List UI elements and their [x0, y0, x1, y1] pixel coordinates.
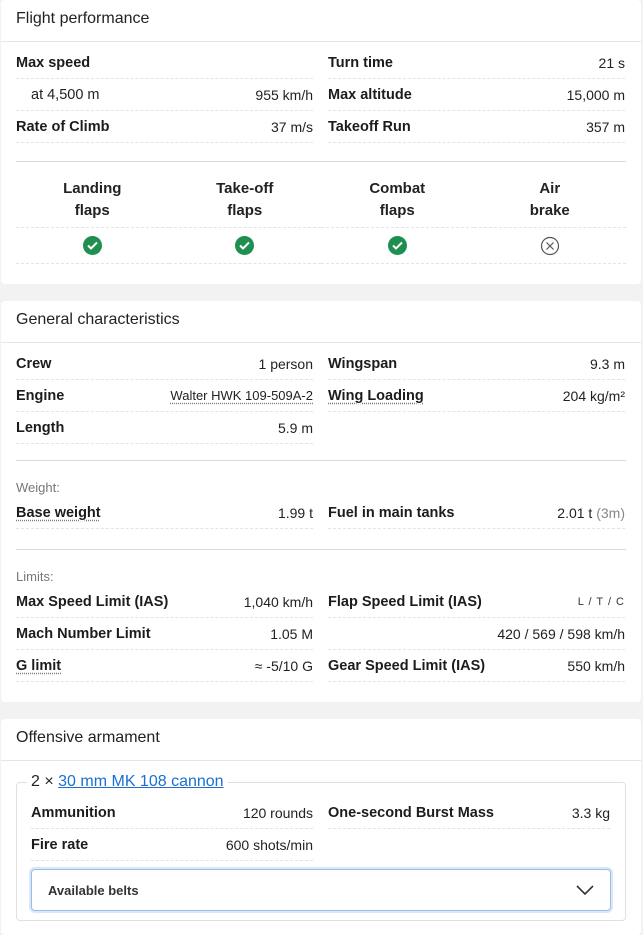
stat-value: 357 m: [586, 118, 625, 135]
stat-row: [16, 79, 313, 111]
weapon-group: [16, 773, 626, 921]
stat-row: [328, 797, 610, 829]
general-right-column: [328, 348, 625, 444]
flight-right-column: [328, 47, 625, 143]
flap-takeoff: [169, 162, 322, 264]
flight-performance-card: [1, 0, 641, 284]
stat-row: [328, 111, 625, 143]
stat-value: 1,040 km/h: [243, 593, 313, 610]
flap-speed-value: 420 / 569 / 598 km/h: [497, 625, 625, 642]
stat-label: Fuel in main tanks: [328, 504, 455, 521]
available-belts-dropdown[interactable]: [31, 869, 611, 911]
stat-label: at 4,500 m: [31, 86, 100, 103]
stat-row: [16, 47, 313, 79]
card-title: Flight performance: [1, 0, 641, 42]
stat-row: [16, 497, 313, 529]
stat-row: [16, 348, 313, 380]
dropdown-label: Available belts: [48, 882, 139, 898]
chevron-down-icon: [576, 885, 594, 895]
limits-group-label: Limits:: [16, 568, 54, 584]
stat-row: [31, 829, 313, 861]
flap-label-line1: Take-off: [216, 180, 274, 197]
fuel-extra: (3m): [596, 504, 625, 521]
general-left-column: [16, 348, 313, 444]
flight-left-column: [16, 47, 313, 143]
stat-row: [16, 586, 313, 618]
card-title: General characteristics: [1, 301, 641, 343]
flap-label-line2: flaps: [227, 202, 263, 219]
stat-value: 550 km/h: [567, 657, 625, 674]
stat-row: [328, 348, 625, 380]
stat-label: Ammunition: [31, 804, 116, 821]
x-circle-icon: [540, 236, 560, 256]
divider: [16, 549, 626, 550]
stat-value: 3.3 kg: [571, 804, 610, 821]
stat-label: Turn time: [328, 54, 393, 71]
stat-row: [328, 380, 625, 412]
stat-label: Crew: [16, 355, 52, 372]
general-characteristics-card: [1, 301, 641, 702]
flap-speed-legend: L / T / C: [577, 595, 625, 608]
stat-row: [328, 650, 625, 682]
stat-value: 955 km/h: [255, 86, 313, 103]
check-circle-icon: [235, 236, 254, 255]
stat-value: 15,000 m: [566, 86, 625, 103]
offensive-armament-card: [1, 719, 641, 935]
wing-loading-label[interactable]: Wing Loading: [328, 387, 424, 404]
stat-row: [328, 497, 625, 529]
stat-label: Mach Number Limit: [16, 625, 151, 642]
stat-label: Max speed: [16, 54, 91, 71]
stat-label: One-second Burst Mass: [328, 804, 494, 821]
weapon-count: 2 ×: [31, 773, 54, 790]
flap-label-line2: brake: [529, 202, 570, 219]
weapon-link[interactable]: 30 mm MK 108 cannon: [58, 773, 224, 790]
stat-row: [31, 797, 313, 829]
flap-air-brake: [474, 162, 627, 264]
stat-value: 9.3 m: [589, 355, 625, 372]
divider: [16, 460, 626, 461]
stat-value: 600 shots/min: [225, 836, 313, 853]
stat-label: Flap Speed Limit (IAS): [328, 593, 482, 610]
flap-label-line2: flaps: [74, 202, 110, 219]
stat-value: 120 rounds: [242, 804, 313, 821]
flap-label-line2: flaps: [379, 202, 415, 219]
stat-label: Takeoff Run: [328, 118, 411, 135]
stat-row: [16, 618, 313, 650]
stat-label: Max Speed Limit (IAS): [16, 593, 169, 610]
stat-label: Fire rate: [31, 836, 89, 853]
flap-combat: [321, 162, 474, 264]
stat-row: [328, 47, 625, 79]
stat-row: [16, 380, 313, 412]
stat-value: 37 m/s: [270, 118, 313, 135]
weight-group-label: Weight:: [16, 479, 60, 495]
stat-row: [328, 586, 625, 618]
flap-label-line1: Combat: [369, 180, 426, 197]
stat-value: 204 kg/m²: [562, 387, 625, 404]
card-title: Offensive armament: [1, 719, 641, 761]
stat-row: [16, 111, 313, 143]
stat-value: 1 person: [258, 355, 313, 372]
stat-value: 21 s: [598, 54, 625, 71]
flaps-grid: [1, 162, 641, 264]
stat-value: 5.9 m: [277, 419, 313, 436]
stat-value: ≈ -5/10 G: [254, 657, 313, 674]
stat-label: Wingspan: [328, 355, 398, 372]
flap-label-line1: Air: [539, 180, 561, 197]
stat-label: Length: [16, 419, 65, 436]
fuel-value: 2.01 t: [557, 504, 593, 521]
check-circle-icon: [83, 236, 102, 255]
stat-label: Max altitude: [328, 86, 412, 103]
flap-landing: [16, 162, 169, 264]
base-weight-label[interactable]: Base weight: [16, 504, 101, 521]
stat-row: [328, 79, 625, 111]
engine-link[interactable]: Walter HWK 109-509A-2: [170, 388, 313, 403]
flap-label-line1: Landing: [63, 180, 122, 197]
stat-row: [16, 412, 313, 444]
stat-label: Gear Speed Limit (IAS): [328, 657, 486, 674]
stat-row: [328, 618, 625, 650]
stat-row: [16, 650, 313, 682]
stat-label: Engine: [16, 387, 65, 404]
check-circle-icon: [388, 236, 407, 255]
stat-value: 1.05 M: [270, 625, 313, 642]
stat-label: Rate of Climb: [16, 118, 110, 135]
stat-value: 1.99 t: [277, 504, 313, 521]
weapon-title: [27, 773, 228, 791]
g-limit-label[interactable]: G limit: [16, 657, 62, 674]
